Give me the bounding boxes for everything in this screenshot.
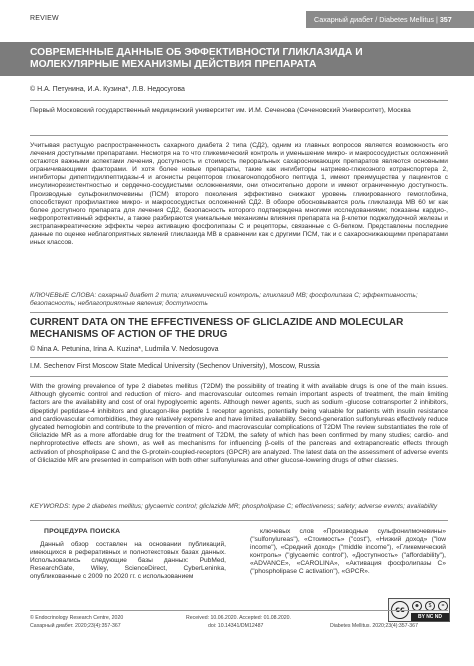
page-footer xyxy=(0,612,474,642)
section-heading: ПРОЦЕДУРА ПОИСКА xyxy=(44,528,121,535)
journal-running-head xyxy=(306,11,474,28)
cc-logo-icon: cc xyxy=(391,601,409,619)
ru-authors: © Н.А. Петунина, И.А. Кузина*, Л.В. Недосугова xyxy=(30,86,185,93)
section-label: REVIEW xyxy=(30,15,59,22)
title-band xyxy=(0,42,474,76)
en-abstract: With the growing prevalence of type 2 diabetes mellitus (T2DM) the possibility of treating it with available drugs is one of the main issues. Although glycemic control and reduction of micro- and macrovascular outcomes remain important aspects of treatment, the main limiting factors are the availability and cost of oral hypoglycemic agents. Although newer agents, such as sodium -glucose cotransporter 2 inhibitors, dipeptidyl peptidase-4 inhibitors and glucagon-like peptide 1 receptor agonists, potentially being valuable for patients with insulin resistance and cardiovascular comorbidities, they are relatively expensive and have limited availability. Second-generation sulfonylureas effectively reduce glycated hemoglobin and contribute to the prevention of micro- and macrovascular complications of T2DM The review substantiates the role of Gliclazide MR as a more affordable drug for the treatment of T2DM, the safety of which has been confirmed by many studies; cardio- and nephroprotective effects are shown, as well as mechanisms for influencing β-cells of the pancreas and extrapancreatic effects through activation of phospholipase C and the G-protein-coupled-receptors (GPCR) are analyzed. The latest data on the assessment of adverse events of Gliclazide MR are presented in comparison with both other sulfonylureas and other glucose-lowering drugs of other classes. xyxy=(30,383,448,464)
ru-affiliation: Первый Московский государственный медицинский университет им. И.М. Сеченова (Сеченовский Университет), Москва xyxy=(30,107,411,114)
en-keywords-label: KEYWORDS: xyxy=(30,503,71,510)
divider xyxy=(30,357,448,358)
body-paragraph: Данный обзор составлен на основании публикаций, имеющихся в реферативных и полнотекстовых базах данных. Использовались следующие базы данных: PubMed, ResearchGate, Wiley, ScienceDirect, CyberLeninka, опубликованные с 2009 по 2020 гг. с использованием xyxy=(30,541,226,581)
en-keywords xyxy=(30,503,448,511)
separator: | xyxy=(435,15,438,24)
divider xyxy=(30,376,448,377)
en-authors: © Nina A. Petunina, Irina A. Kuzina*, Ludmila V. Nedosugova xyxy=(30,346,219,353)
ru-keywords-text: сахарный диабет 2 типа; гликемический контроль; гликлазид МВ; фосфолипаза С; эффективность; безопасность; неблагоприятные явления; доступность xyxy=(30,292,418,308)
ru-keywords-label: КЛЮЧЕВЫЕ СЛОВА: xyxy=(30,292,97,299)
journal-reference-ru: Сахарный диабет. 2020;23(4):357-367 xyxy=(30,623,121,629)
received-accepted: Received: 10.06.2020. Accepted: 01.08.2020. xyxy=(186,615,291,621)
ru-title: СОВРЕМЕННЫЕ ДАННЫЕ ОБ ЭФФЕКТИВНОСТИ ГЛИКЛАЗИДА И МОЛЕКУЛЯРНЫЕ МЕХАНИЗМЫ ДЕЙСТВИЯ ПРЕПАРАТА xyxy=(30,47,363,70)
divider xyxy=(30,100,448,101)
body-paragraph: ключевых слов «Производные сульфонилмочевины» ("sulfonylureas"), «Стоимость» ("cost"), «Низкий доход» ("low income"), «Средний доход» ("middle income"), «Гликемический контроль» ("glycaemic control"), «Доступность» ("affordability"), «ADVANCE», «CAROLINA», «Активация фосфолипазы С» ("phospholipase C activation"), «GPCR». xyxy=(250,528,446,576)
divider xyxy=(30,312,448,313)
no-derivatives-icon: = xyxy=(438,601,448,611)
divider xyxy=(30,135,448,136)
body-left-column xyxy=(30,528,226,582)
divider xyxy=(30,610,448,611)
copyright: © Endocrinology Research Centre, 2020 xyxy=(30,615,124,621)
ru-abstract: Учитывая растущую распространенность сахарного диабета 2 типа (СД2), одним из главных вопросов является возможность его лечения доступными препаратами. Несмотря на то что гликемический контроль и уменьшение микро- и макрососудистых осложнений остаются важными аспектами лечения, доступность и стоимость пероральных сахароснижающих препаратов являются основными ограничивающими факторами. И хотя более новые препараты, такие как ингибиторы натриево-глюкозного котранспортера 2, ингибиторы дипептидилпептидазы-4 и агонисты рецепторов глюкагоноподобного пептида 1, имеют преимущества у пациентов с инсулинорезистентностью и сердечно-сосудистыми осложнениями, они относительно дороги и имеют ограниченную доступность. Производные сульфонилмочевины (ПСМ) второго поколения эффективно снижают уровень гликированного гемоглобина, способствуют профилактике микро- и макрососудистых осложнений СД2. В обзоре обосновывается роль гликлазида МВ 60 мг как более доступного препарата для лечения СД2, безопасность которого подтверждена многими исследованиями; показаны кардио-, нефропротективный эффекты, а также разбираются уникальные механизмы влияния препарата на β-клетки поджелудочной железы и экстрапанкреатические эффекты через активацию фосфолипазы С и рецепторы, связанные с G-белком. Представлены последние данные по оценке неблагоприятных явлений гликлазида МВ в сравнении как с другими ПСМ, так и с сахароснижающими препаратами иных классов. xyxy=(30,142,448,247)
journal-name: Сахарный диабет / Diabetes Mellitus xyxy=(314,15,434,24)
page-number: 357 xyxy=(439,15,452,24)
ru-keywords xyxy=(30,292,448,308)
non-commercial-icon: $ xyxy=(425,601,435,611)
en-title: CURRENT DATA ON THE EFFECTIVENESS OF GLICLAZIDE AND MOLECULAR MECHANISMS OF ACTION OF THE DRUG xyxy=(30,317,404,340)
journal-reference-en: Diabetes Mellitus. 2020;23(4):357-367 xyxy=(330,623,418,629)
en-keywords-text: type 2 diabetes mellitus; glycaemic control; gliclazide MR; phospholipase C; effectiveness; safety; adverse events; availability xyxy=(72,503,438,510)
by-attribution-icon: ☻ xyxy=(412,601,422,611)
divider xyxy=(30,520,448,521)
license-strip: BY NC ND xyxy=(411,613,449,621)
doi[interactable]: doi: 10.14341/DM12487 xyxy=(208,623,264,629)
body-right-column xyxy=(250,528,446,577)
page-header xyxy=(0,0,474,40)
en-affiliation: I.M. Sechenov First Moscow State Medical University (Sechenov University), Moscow, Russia xyxy=(30,363,320,370)
